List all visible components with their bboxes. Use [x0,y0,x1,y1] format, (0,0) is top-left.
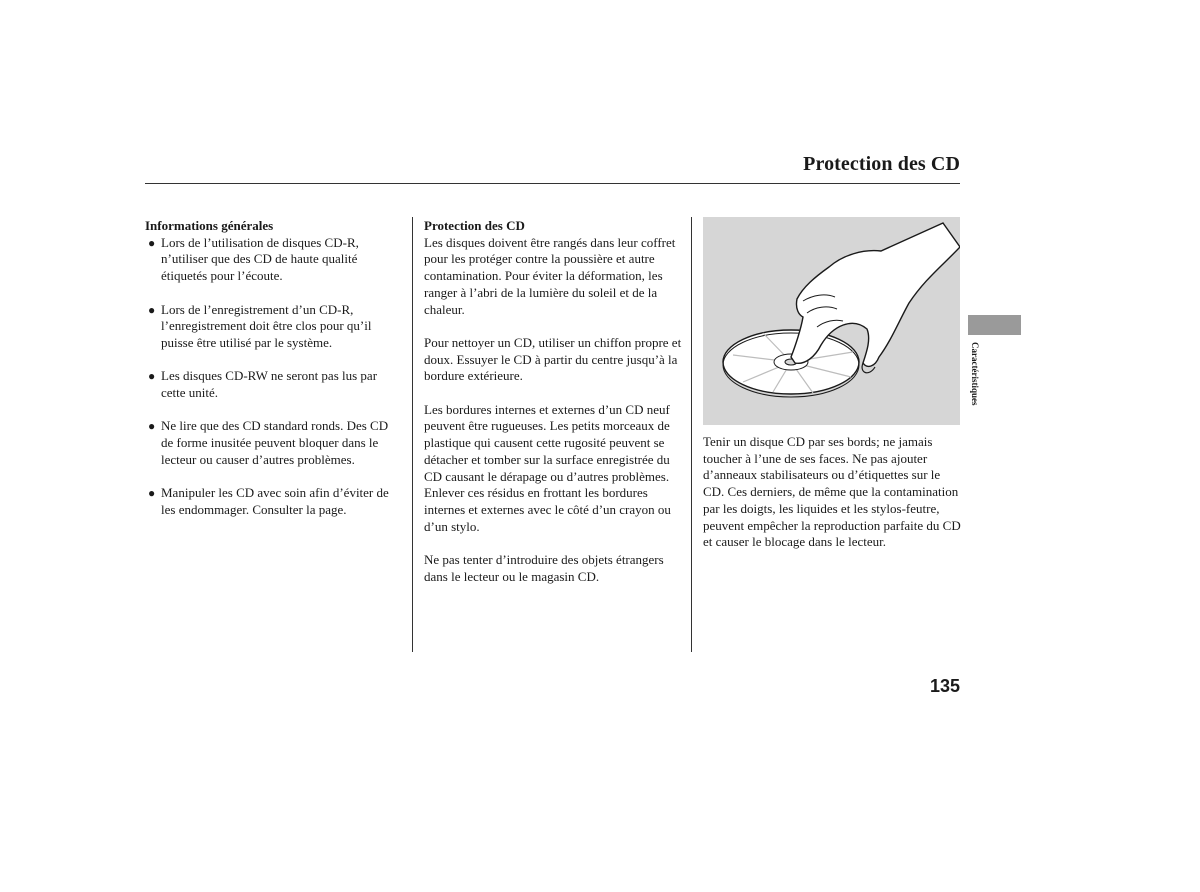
page-number: 135 [929,676,960,696]
bullet-item [145,302,400,352]
title-rule [145,183,960,184]
bullet-icon: ● [148,419,156,434]
bullet-text: Lors de l’enregistrement d’un CD-R, l’enregistrement doit être clos pour qu’il puisse être utilisé par le système. [161,301,372,350]
bullet-item [145,418,400,468]
section-heading-general: Informations générales [145,218,274,233]
paragraph: Ne pas tenter d’introduire des objets étrangers dans le lecteur ou le magasin CD. [424,552,664,584]
bullet-item [145,235,400,285]
column-divider [412,217,413,652]
bullet-item [145,368,400,401]
section-tab-label: Caractéristiques [970,342,980,406]
bullet-text: Manipuler les CD avec soin afin d’éviter de les endommager. Consulter la page. [161,485,389,517]
column-cd-protection [424,218,682,602]
section-tab [968,315,1021,335]
column-caption [703,434,961,568]
bullet-icon: ● [148,369,156,384]
paragraph: Les disques doivent être rangés dans leur coffret pour les protéger contre la poussière et autre contamination. Pour éviter la déformation, les ranger à l’abri de la lumière du soleil et de la chaleur. [424,234,676,317]
bullet-text: Les disques CD-RW ne seront pas lus par cette unité. [161,368,378,400]
bullet-text: Lors de l’utilisation de disques CD-R, n’utiliser que des CD de haute qualité étiquetés pour l’écoute. [161,234,359,284]
page-title: Protection des CD [803,153,960,175]
hand-holding-cd-icon [703,217,960,425]
paragraph: Pour nettoyer un CD, utiliser un chiffon propre et doux. Essuyer le CD à partir du centre jusqu’à la bordure extérieure. [424,334,682,384]
cd-handling-illustration [703,217,960,425]
paragraph: Les bordures internes et externes d’un CD neuf peuvent être rugueuses. Les petits morceaux de plastique qui causent cette rugosité peuvent se détacher et tomber sur la surface enregistrée du CD causant le dérapage ou d’autres problèmes. Enlever ces résidus en frottant les bordures internes et externes avec le côté d’un crayon ou d’un stylo. [424,401,671,534]
bullet-icon: ● [148,235,156,250]
column-general-info [145,218,400,535]
figure-caption: Tenir un disque CD par ses bords; ne jamais toucher à l’une de ses faces. Ne pas ajouter d’anneaux stabilisateurs ou d’étiquettes sur le CD. Ces derniers, de même que la contamination par les doigts, les liquides et les stylos-feutre, peuvent empêcher la reproduction parfaite du CD et causer le blocage dans le lecteur. [703,434,961,550]
section-heading-protection: Protection des CD [424,218,525,233]
column-divider [691,217,692,652]
bullet-list [145,235,400,519]
bullet-icon: ● [148,302,156,317]
bullet-text: Ne lire que des CD standard ronds. Des CD de forme inusitée peuvent bloquer dans le lecteur ou causer d’autres problèmes. [161,418,389,467]
bullet-item [145,485,400,518]
bullet-icon: ● [148,486,156,501]
